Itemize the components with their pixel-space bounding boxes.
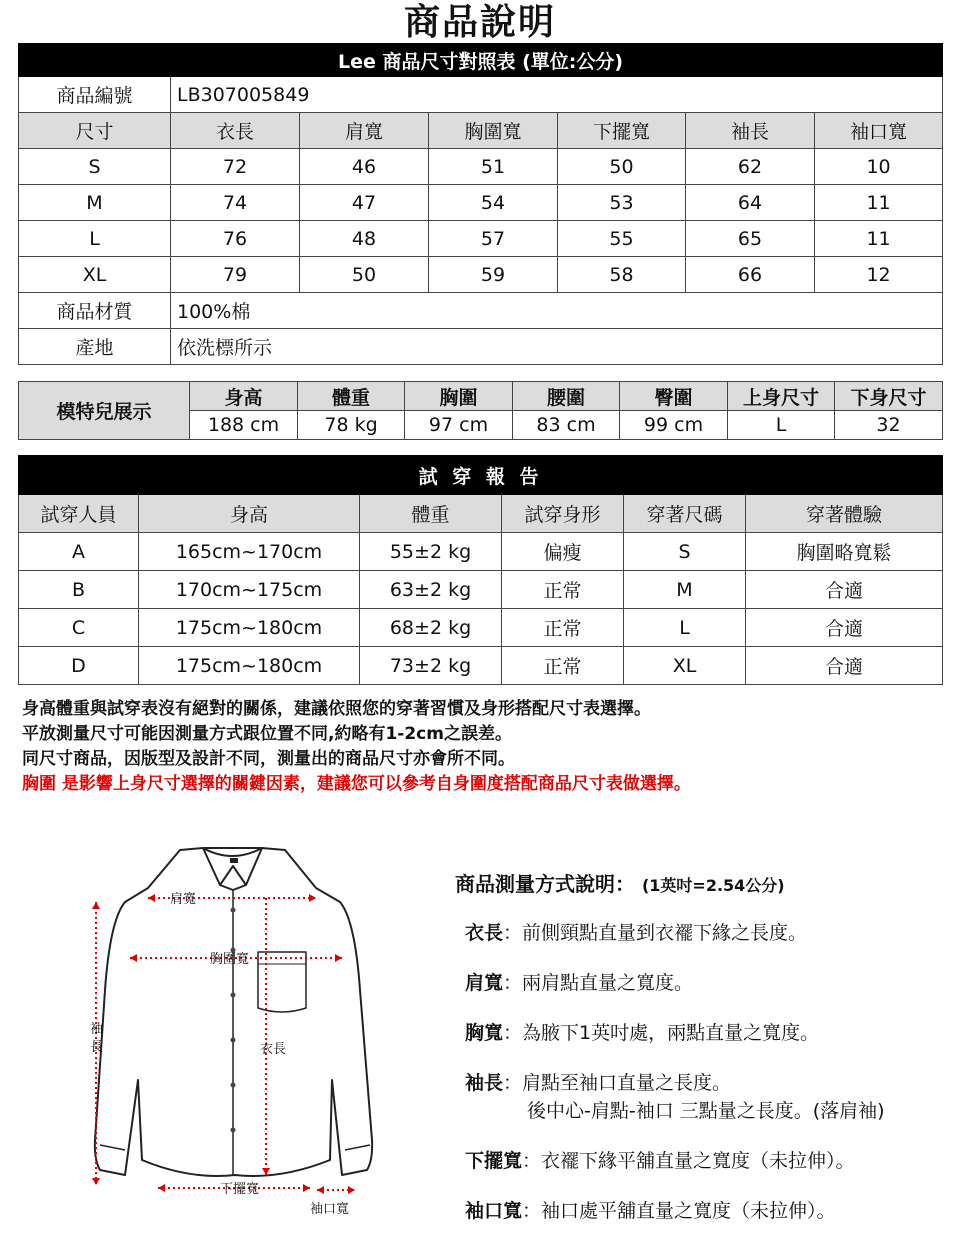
column-header: 胸圍 xyxy=(405,382,513,411)
size-table-columns xyxy=(19,113,943,149)
table-cell: 53 xyxy=(558,185,686,221)
table-row xyxy=(19,257,943,293)
column-header: 肩寬 xyxy=(300,113,429,149)
table-cell: 73±2 kg xyxy=(360,647,502,685)
table-cell: 50 xyxy=(300,257,429,293)
table-cell: 72 xyxy=(171,149,300,185)
table-cell: 68±2 kg xyxy=(360,609,502,647)
table-cell: 11 xyxy=(815,221,943,257)
table-cell: 55 xyxy=(558,221,686,257)
measurement-desc: ：肩點至袖口直量之長度。 xyxy=(503,1072,732,1094)
table-cell: 10 xyxy=(815,149,943,185)
table-cell: 175cm~180cm xyxy=(139,609,360,647)
column-header: 腰圍 xyxy=(513,382,620,411)
column-header: 臀圍 xyxy=(620,382,728,411)
material-label: 商品材質 xyxy=(19,293,171,329)
measurement-item xyxy=(465,1197,885,1225)
model-table xyxy=(18,381,943,440)
measurement-desc-2: 後中心-肩點-袖口 三點量之長度。(落肩袖) xyxy=(527,1100,885,1122)
table-cell: 170cm~175cm xyxy=(139,571,360,609)
table-row xyxy=(19,149,943,185)
label-sleeve-1: 袖 xyxy=(90,1022,104,1037)
table-cell: 83 cm xyxy=(513,411,620,440)
label-hem: 下擺寬 xyxy=(220,1182,260,1197)
collar-outline xyxy=(203,848,262,890)
table-cell: 63±2 kg xyxy=(360,571,502,609)
column-header: 試穿身形 xyxy=(502,495,624,533)
table-cell: 48 xyxy=(300,221,429,257)
shirt-measurement-diagram xyxy=(70,830,390,1225)
table-cell: C xyxy=(19,609,139,647)
column-header: 衣長 xyxy=(171,113,300,149)
measurement-desc: ：袖口處平舖直量之寬度（未拉伸）。 xyxy=(522,1200,836,1222)
measurement-item xyxy=(465,1147,885,1175)
table-cell: 165cm~170cm xyxy=(139,533,360,571)
notes xyxy=(22,697,691,797)
column-header: 下擺寬 xyxy=(558,113,686,149)
label-chest: 胸圍寬 xyxy=(210,952,250,967)
table-cell: 偏瘦 xyxy=(502,533,624,571)
note-line: 平放測量尺寸可能因測量方式跟位置不同,約略有1-2cm之誤差。 xyxy=(22,724,512,744)
column-header: 體重 xyxy=(298,382,405,411)
origin-value: 依洗標所示 xyxy=(171,329,943,365)
measurement-item xyxy=(465,969,885,997)
measurement-term: 袖口寬 xyxy=(465,1200,523,1222)
table-cell: 66 xyxy=(686,257,815,293)
fit-report-table xyxy=(18,455,943,685)
measurement-desc: ：兩肩點直量之寬度。 xyxy=(503,972,694,994)
measurement-desc: ：前側頸點直量到衣襬下緣之長度。 xyxy=(503,922,808,944)
product-code-label: 商品編號 xyxy=(19,77,171,113)
table-cell: 11 xyxy=(815,185,943,221)
table-row xyxy=(19,571,943,609)
table-cell: 正常 xyxy=(502,647,624,685)
table-cell: 合適 xyxy=(746,647,943,685)
table-row xyxy=(19,647,943,685)
label-length: 衣長 xyxy=(260,1042,287,1057)
measurement-title-text: 商品測量方式說明： xyxy=(455,872,635,896)
table-cell: 62 xyxy=(686,149,815,185)
measurement-desc: ：為腋下1英吋處，兩點直量之寬度。 xyxy=(503,1022,820,1044)
note-line-highlight: 胸圍 是影響上身尺寸選擇的關鍵因素，建議您可以參考自身圍度搭配商品尺寸表做選擇。 xyxy=(22,774,691,794)
table-cell: 32 xyxy=(835,411,943,440)
table-row xyxy=(19,221,943,257)
measurement-guide xyxy=(455,868,885,1247)
table-cell: 合適 xyxy=(746,571,943,609)
table-cell: 51 xyxy=(429,149,558,185)
measurement-term: 胸寬 xyxy=(465,1022,504,1044)
measurement-term: 下擺寬 xyxy=(465,1150,523,1172)
table-cell: 胸圍略寬鬆 xyxy=(746,533,943,571)
column-header: 試穿人員 xyxy=(19,495,139,533)
column-header: 體重 xyxy=(360,495,502,533)
table-cell: 54 xyxy=(429,185,558,221)
table-cell: 76 xyxy=(171,221,300,257)
table-cell: 合適 xyxy=(746,609,943,647)
fit-table-columns xyxy=(19,495,943,533)
table-cell: XL xyxy=(19,257,171,293)
table-cell: S xyxy=(624,533,746,571)
label-cuff: 袖口寬 xyxy=(310,1202,350,1217)
column-header: 尺寸 xyxy=(19,113,171,149)
label-shoulder: 肩寬 xyxy=(170,892,197,907)
measurement-item xyxy=(465,1019,885,1047)
unit-note: (1英吋=2.54公分) xyxy=(641,876,785,895)
table-cell: D xyxy=(19,647,139,685)
table-cell: 99 cm xyxy=(620,411,728,440)
measurement-item xyxy=(465,919,885,947)
table-cell: M xyxy=(624,571,746,609)
measurement-desc: ：衣襬下緣平舖直量之寬度（未拉伸）。 xyxy=(522,1150,855,1172)
material-value: 100%棉 xyxy=(171,293,943,329)
measurement-item xyxy=(465,1069,885,1125)
product-code: LB307005849 xyxy=(171,77,943,113)
size-table-header: Lee 商品尺寸對照表 (單位:公分) xyxy=(19,44,943,77)
size-table xyxy=(18,43,943,365)
table-cell: XL xyxy=(624,647,746,685)
brand-tag-icon xyxy=(230,858,238,863)
table-cell: 55±2 kg xyxy=(360,533,502,571)
table-cell: 58 xyxy=(558,257,686,293)
measurement-term: 肩寬 xyxy=(465,972,504,994)
table-cell: L xyxy=(728,411,835,440)
column-header: 袖長 xyxy=(686,113,815,149)
column-header: 胸圍寬 xyxy=(429,113,558,149)
measurement-term: 衣長 xyxy=(465,922,504,944)
model-label: 模特兒展示 xyxy=(19,382,190,440)
column-header: 穿著體驗 xyxy=(746,495,943,533)
column-header: 穿著尺碼 xyxy=(624,495,746,533)
table-cell: B xyxy=(19,571,139,609)
column-header: 身高 xyxy=(139,495,360,533)
table-cell: 188 cm xyxy=(190,411,298,440)
origin-label: 產地 xyxy=(19,329,171,365)
note-line: 同尺寸商品，因版型及設計不同，測量出的商品尺寸亦會所不同。 xyxy=(22,749,515,769)
column-header: 身高 xyxy=(190,382,298,411)
table-cell: 79 xyxy=(171,257,300,293)
table-cell: 57 xyxy=(429,221,558,257)
measurement-term: 袖長 xyxy=(465,1072,504,1094)
measurement-title xyxy=(455,868,885,897)
table-cell: 12 xyxy=(815,257,943,293)
table-cell: 64 xyxy=(686,185,815,221)
table-cell: 46 xyxy=(300,149,429,185)
table-cell: S xyxy=(19,149,171,185)
table-cell: 59 xyxy=(429,257,558,293)
column-header: 上身尺寸 xyxy=(728,382,835,411)
table-cell: 65 xyxy=(686,221,815,257)
column-header: 下身尺寸 xyxy=(835,382,943,411)
table-row xyxy=(19,609,943,647)
table-cell: 50 xyxy=(558,149,686,185)
page-title: 商品說明 xyxy=(403,2,556,43)
table-cell: 74 xyxy=(171,185,300,221)
table-cell: L xyxy=(19,221,171,257)
table-cell: 正常 xyxy=(502,571,624,609)
table-cell: 175cm~180cm xyxy=(139,647,360,685)
table-cell: 正常 xyxy=(502,609,624,647)
table-cell: A xyxy=(19,533,139,571)
table-row xyxy=(19,185,943,221)
column-header: 袖口寬 xyxy=(815,113,943,149)
table-cell: L xyxy=(624,609,746,647)
fit-report-header: 試 穿 報 告 xyxy=(19,456,943,495)
table-cell: 47 xyxy=(300,185,429,221)
label-sleeve-2: 長 xyxy=(90,1040,104,1055)
table-cell: M xyxy=(19,185,171,221)
table-row xyxy=(19,533,943,571)
note-line: 身高體重與試穿表沒有絕對的關係，建議依照您的穿著習慣及身形搭配尺寸表選擇。 xyxy=(22,699,651,719)
table-cell: 97 cm xyxy=(405,411,513,440)
table-cell: 78 kg xyxy=(298,411,405,440)
